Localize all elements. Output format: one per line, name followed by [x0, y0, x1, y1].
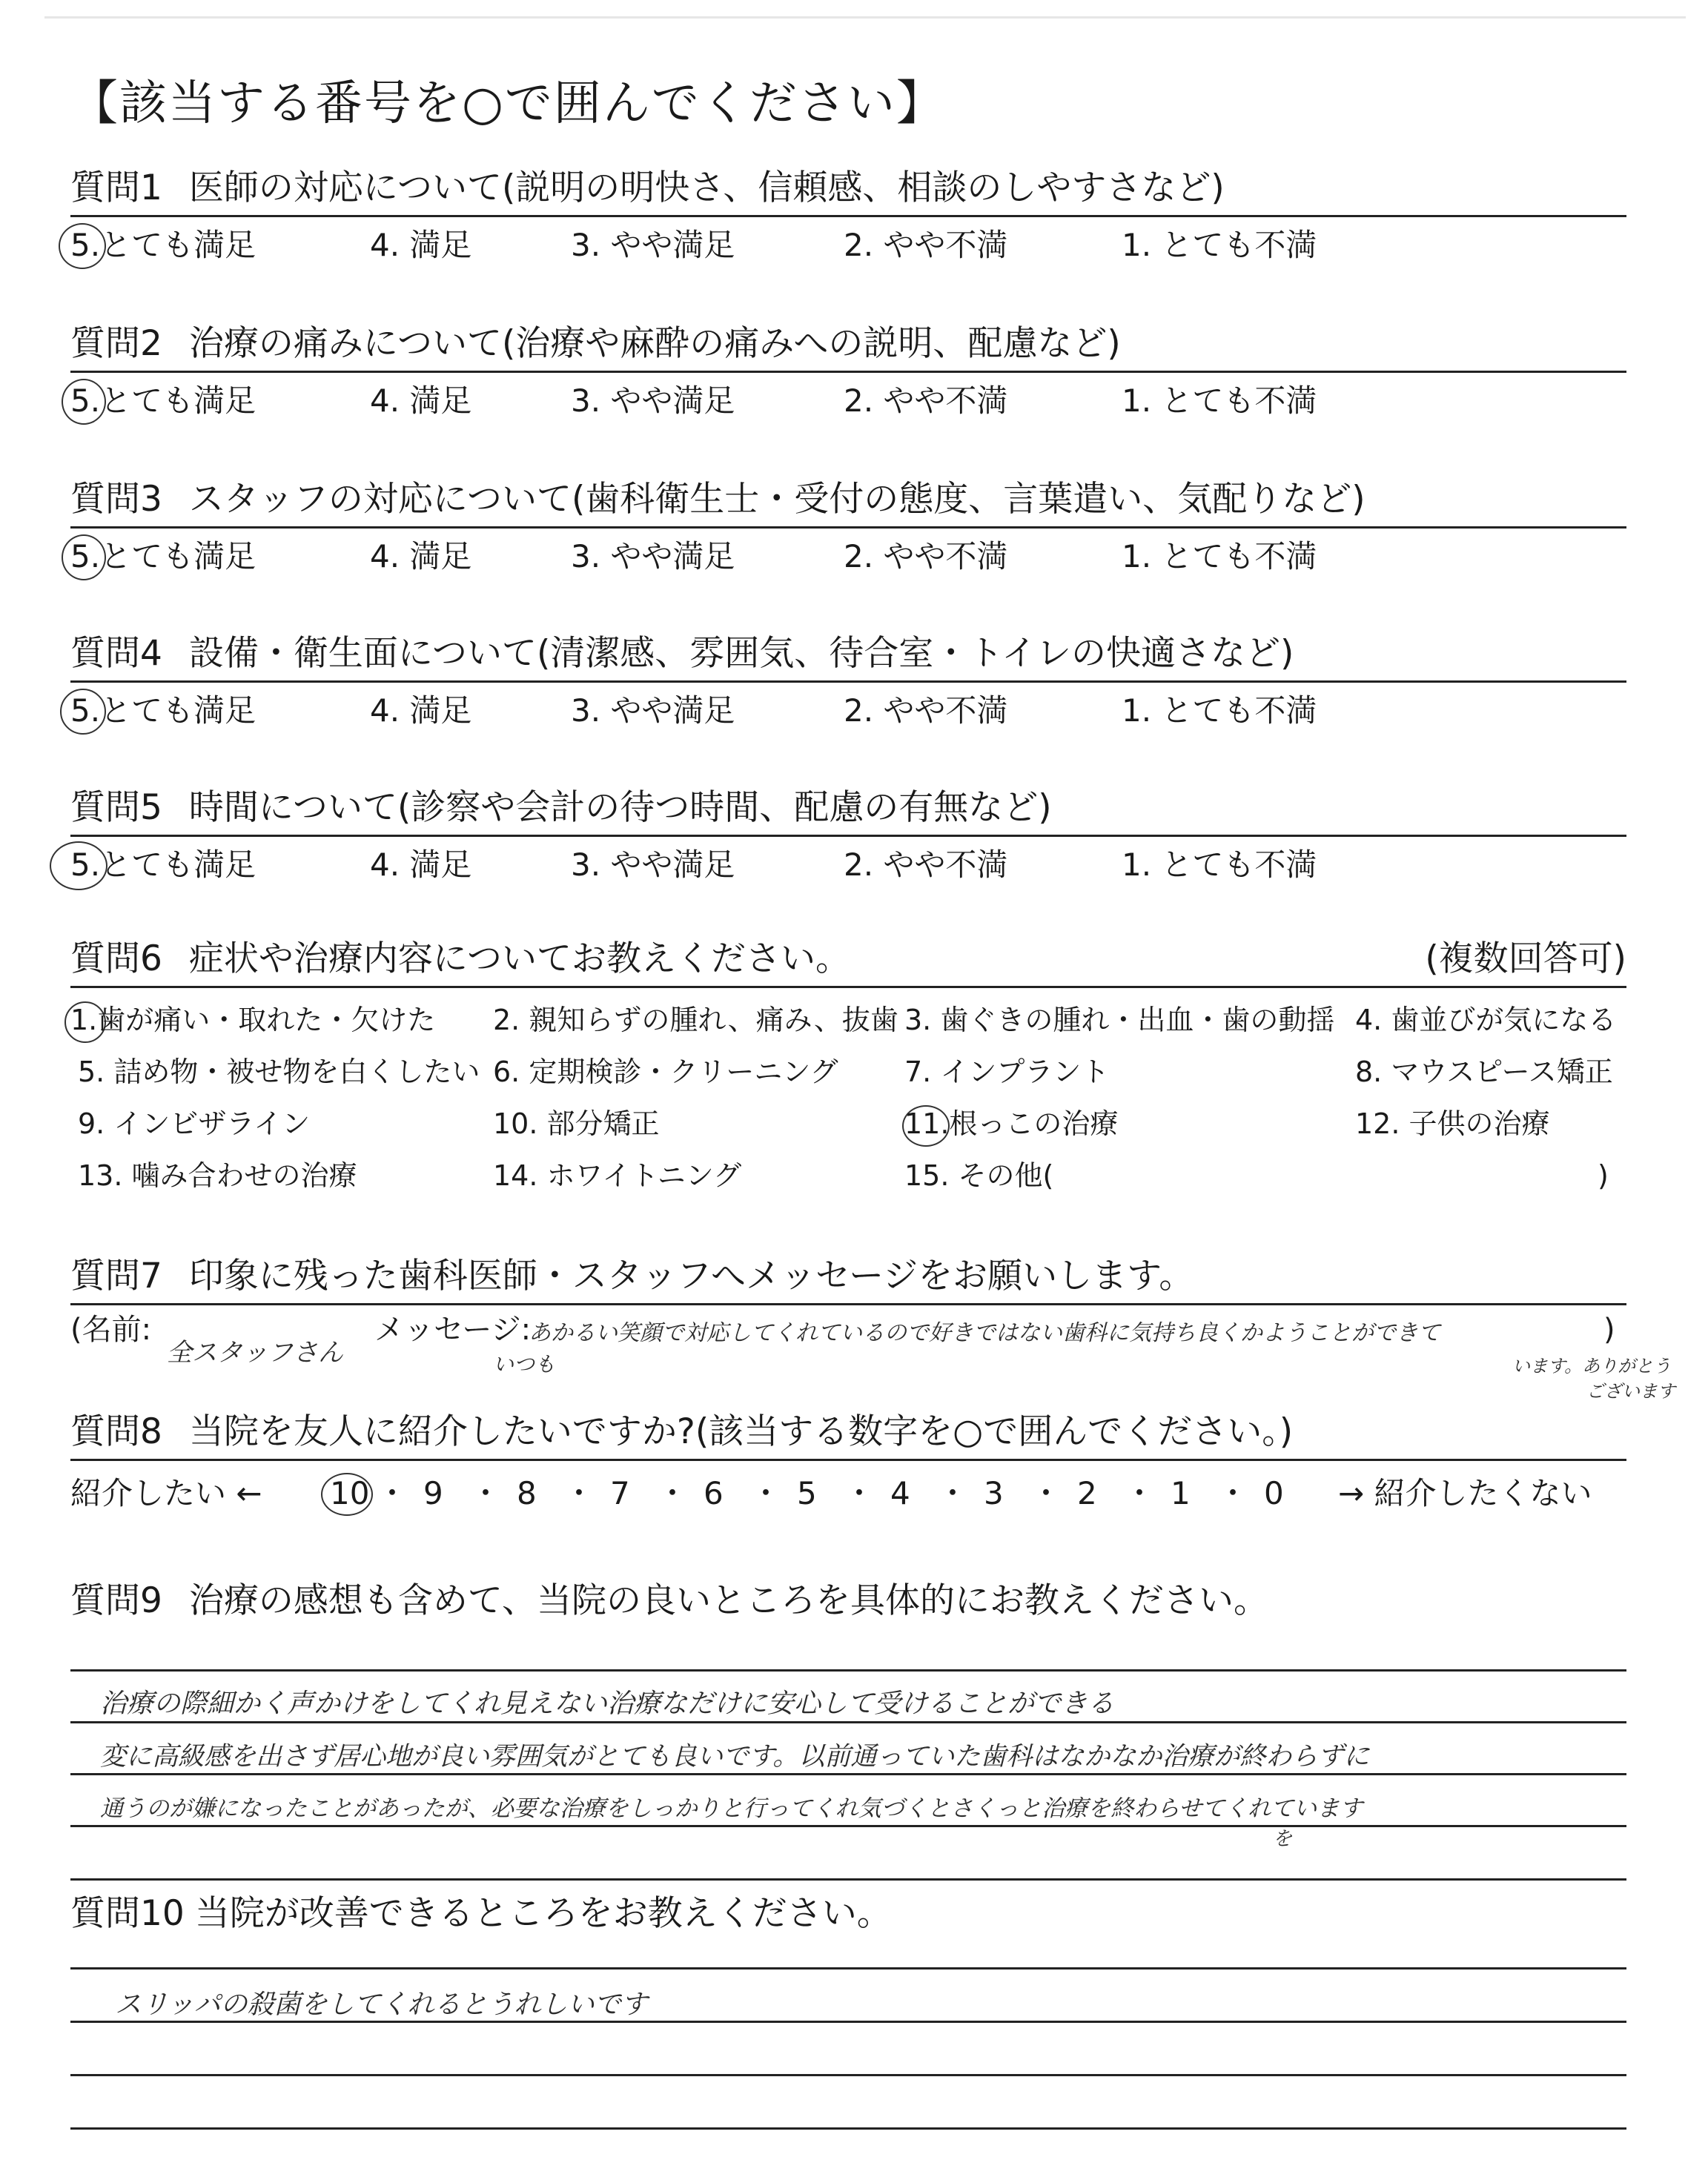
question-10: [70, 1890, 1626, 2160]
answer-rule: [70, 1878, 1626, 1881]
option-1[interactable]: 1. とても不満: [1122, 692, 1317, 729]
message-label: メッセージ:: [374, 1313, 532, 1347]
scale-value-9[interactable]: 9: [423, 1475, 443, 1511]
question-rule: [70, 835, 1626, 837]
option-4[interactable]: 4. 満足: [370, 227, 472, 263]
option-4[interactable]: 4. 満足: [370, 847, 472, 883]
option-2[interactable]: 2. やや不満: [844, 538, 1008, 574]
question-text: 設備・衛生面について(清潔感、雰囲気、待合室・トイレの快適さなど): [188, 633, 1294, 674]
question-number: 質問1: [70, 168, 162, 208]
answer-lines: [70, 1938, 1626, 2160]
option-toothache[interactable]: 1.歯が痛い・取れた・欠けた: [70, 1004, 436, 1036]
top-border: [44, 16, 1686, 19]
question-title: [70, 476, 1626, 523]
question-rule: [70, 1459, 1626, 1461]
option-other[interactable]: 15. その他(: [904, 1159, 1054, 1192]
question-number: 質問7: [70, 1256, 162, 1296]
answer-rule: [70, 1721, 1626, 1723]
question-text: 治療の感想も含めて、当院の良いところを具体的にお教えください。: [188, 1580, 1268, 1621]
option-children[interactable]: 12. 子供の治療: [1355, 1107, 1550, 1140]
option-checkup-cleaning[interactable]: 6. 定期検診・クリーニング: [493, 1056, 838, 1088]
rating-options: [70, 380, 1626, 422]
option-3[interactable]: 3. やや満足: [571, 382, 735, 419]
option-other-close: ): [1598, 1159, 1609, 1192]
scale-separator: ・: [1030, 1475, 1062, 1511]
option-5[interactable]: 5.とても満足: [70, 538, 256, 574]
question-text: 当院を友人に紹介したいですか?(該当する数字を○で囲んでください。): [188, 1411, 1294, 1452]
question-rule: [70, 371, 1626, 373]
symptom-options: [70, 994, 1626, 1202]
name-label: (名前:: [70, 1313, 152, 1347]
option-1[interactable]: 1. とても不満: [1122, 538, 1317, 574]
question-number: 質問2: [70, 323, 162, 364]
answer-line: 通うのが嫌になったことがあったが、必要な治療をしっかりと行ってくれ気づくとさくっと治療を終わらせてくれています: [100, 1795, 1363, 1822]
multiple-answers-note: (複数回答可): [1425, 938, 1626, 979]
message-close: ): [1603, 1313, 1615, 1347]
question-title: [70, 165, 1626, 212]
option-4[interactable]: 4. 満足: [370, 382, 472, 419]
question-title: [70, 1577, 1626, 1625]
scale-value-8[interactable]: 8: [517, 1475, 537, 1511]
option-mouthpiece[interactable]: 8. マウスピース矯正: [1355, 1056, 1613, 1088]
question-text: 症状や治療内容についてお教えください。: [188, 938, 850, 979]
answer-line: 治療の際細かく声かけをしてくれ見えない治療なだけに安心して受けることができる: [100, 1689, 1115, 1719]
answer-rule: [70, 1669, 1626, 1672]
option-whitening[interactable]: 14. ホワイトニング: [493, 1159, 742, 1192]
scale-separator: ・: [844, 1475, 875, 1511]
staff-name: 全スタッフさん: [167, 1338, 343, 1368]
question-number: 質問5: [70, 787, 162, 828]
option-2[interactable]: 2. やや不満: [844, 227, 1008, 263]
option-alignment[interactable]: 4. 歯並びが気になる: [1355, 1004, 1617, 1036]
rating-options: [70, 536, 1626, 577]
option-wisdom-tooth[interactable]: 2. 親知らずの腫れ、痛み、抜歯: [493, 1004, 898, 1036]
scale-separator: ・: [1124, 1475, 1156, 1511]
answer-rule: [70, 2074, 1626, 2076]
question-number: 質問3: [70, 479, 162, 520]
scale-left-label: 紹介したい ←: [70, 1475, 262, 1511]
message-insert: いつも: [493, 1352, 556, 1376]
question-text: 当院が改善できるところをお教えください。: [194, 1893, 892, 1934]
scale-value-7[interactable]: 7: [610, 1475, 630, 1511]
question-8: [70, 1408, 1626, 1516]
scale-separator: ・: [750, 1475, 782, 1511]
question-number: 質問9: [70, 1580, 162, 1621]
answer-lines: [70, 1625, 1626, 1892]
option-1[interactable]: 1. とても不満: [1122, 382, 1317, 419]
scale-value-6[interactable]: 6: [704, 1475, 724, 1511]
question-rule: [70, 215, 1626, 217]
option-4[interactable]: 4. 満足: [370, 692, 472, 729]
message-continuation: います。ありがとう: [1512, 1356, 1672, 1376]
question-number: 質問6: [70, 938, 162, 979]
question-1: [70, 165, 1626, 266]
question-rule: [70, 986, 1626, 988]
scale-separator: ・: [657, 1475, 689, 1511]
question-title: [70, 1253, 1626, 1300]
scale-value-5[interactable]: 5: [797, 1475, 817, 1511]
question-6: [70, 935, 1626, 1202]
selection-circle: [321, 1473, 373, 1516]
answer-rule: [70, 1967, 1626, 1969]
option-2[interactable]: 2. やや不満: [844, 847, 1008, 883]
answer-insert: を: [1273, 1828, 1293, 1850]
option-3[interactable]: 3. やや満足: [571, 692, 735, 729]
question-title: [70, 1890, 1626, 1938]
scale-separator: ・: [563, 1475, 595, 1511]
question-title: [70, 935, 1626, 983]
answer-line: スリッパの殺菌をしてくれるとうれしいです: [115, 1990, 648, 2020]
scale-separator: ・: [377, 1475, 408, 1511]
answer-rule: [70, 1773, 1626, 1775]
option-root-canal[interactable]: 11.根っこの治療: [904, 1107, 1119, 1140]
question-text: 印象に残った歯科医師・スタッフへメッセージをお願いします。: [188, 1256, 1194, 1296]
question-text: 治療の痛みについて(治療や麻酔の痛みへの説明、配慮など): [188, 323, 1121, 364]
question-4: [70, 630, 1626, 732]
question-rule: [70, 526, 1626, 529]
question-rule: [70, 680, 1626, 683]
scale-value-4[interactable]: 4: [890, 1475, 910, 1511]
question-5: [70, 784, 1626, 886]
option-3[interactable]: 3. やや満足: [571, 847, 735, 883]
question-2: [70, 320, 1626, 422]
scale-separator: ・: [1217, 1475, 1249, 1511]
option-1[interactable]: 1. とても不満: [1122, 847, 1317, 883]
answer-line: 変に高級感を出さず居心地が良い雰囲気がとても良いです。以前通っていた歯科はなかなか治療が終わらずに: [100, 1742, 1370, 1772]
question-number: 質問4: [70, 633, 162, 674]
option-bite[interactable]: 13. 噛み合わせの治療: [78, 1159, 357, 1192]
question-text: 医師の対応について(説明の明快さ、信頼感、相談のしやすさなど): [188, 168, 1225, 208]
question-title: [70, 320, 1626, 368]
option-5[interactable]: 5.とても満足: [70, 847, 256, 883]
question-number: 質問10: [70, 1893, 185, 1934]
question-7: [70, 1253, 1675, 1402]
rating-options: [70, 690, 1626, 732]
option-3[interactable]: 3. やや満足: [571, 538, 735, 574]
option-implant[interactable]: 7. インプラント: [904, 1056, 1110, 1088]
answer-rule: [70, 1825, 1626, 1827]
scale-value-10[interactable]: 10: [330, 1475, 370, 1511]
option-1[interactable]: 1. とても不満: [1122, 227, 1317, 263]
scale-value-2[interactable]: 2: [1077, 1475, 1097, 1511]
question-title: [70, 1408, 1626, 1456]
message-text: あかるい笑顔で対応してくれているので好きではない歯科に気持ち良くかようことができて: [529, 1320, 1440, 1346]
scale-value-1[interactable]: 1: [1171, 1475, 1191, 1511]
option-partial-ortho[interactable]: 10. 部分矯正: [493, 1107, 660, 1140]
option-5[interactable]: 5.とても満足: [70, 227, 256, 263]
answer-rule: [70, 2021, 1626, 2023]
referral-scale: [70, 1471, 1626, 1516]
question-title: [70, 784, 1626, 832]
question-text: スタッフの対応について(歯科衛生士・受付の態度、言葉遣い、気配りなど): [188, 479, 1366, 520]
option-4[interactable]: 4. 満足: [370, 538, 472, 574]
question-3: [70, 476, 1626, 577]
option-invisalign[interactable]: 9. インビザライン: [78, 1107, 311, 1140]
question-number: 質問8: [70, 1411, 162, 1452]
scale-separator: ・: [470, 1475, 502, 1511]
option-3[interactable]: 3. やや満足: [571, 227, 735, 263]
option-whitening-fillings[interactable]: 5. 詰め物・被せ物を白くしたい: [78, 1056, 480, 1088]
rating-options: [70, 844, 1626, 886]
message-area: [70, 1305, 1675, 1402]
scale-right-label: → 紹介したくない: [1338, 1475, 1592, 1511]
scale-separator: ・: [937, 1475, 969, 1511]
message-continuation: ございます: [1586, 1381, 1675, 1402]
rating-options: [70, 225, 1626, 266]
form-heading: 【該当する番号を○で囲んでください】: [70, 76, 945, 131]
question-9: [70, 1577, 1626, 1892]
option-2[interactable]: 2. やや不満: [844, 382, 1008, 419]
scale-value-0[interactable]: 0: [1264, 1475, 1284, 1511]
option-gum-swelling[interactable]: 3. 歯ぐきの腫れ・出血・歯の動揺: [904, 1004, 1335, 1036]
option-2[interactable]: 2. やや不満: [844, 692, 1008, 729]
scale-value-3[interactable]: 3: [984, 1475, 1004, 1511]
question-title: [70, 630, 1626, 678]
option-5[interactable]: 5.とても満足: [70, 692, 256, 729]
option-5[interactable]: 5.とても満足: [70, 382, 256, 419]
question-text: 時間について(診察や会計の待つ時間、配慮の有無など): [188, 787, 1052, 828]
answer-rule: [70, 2127, 1626, 2130]
